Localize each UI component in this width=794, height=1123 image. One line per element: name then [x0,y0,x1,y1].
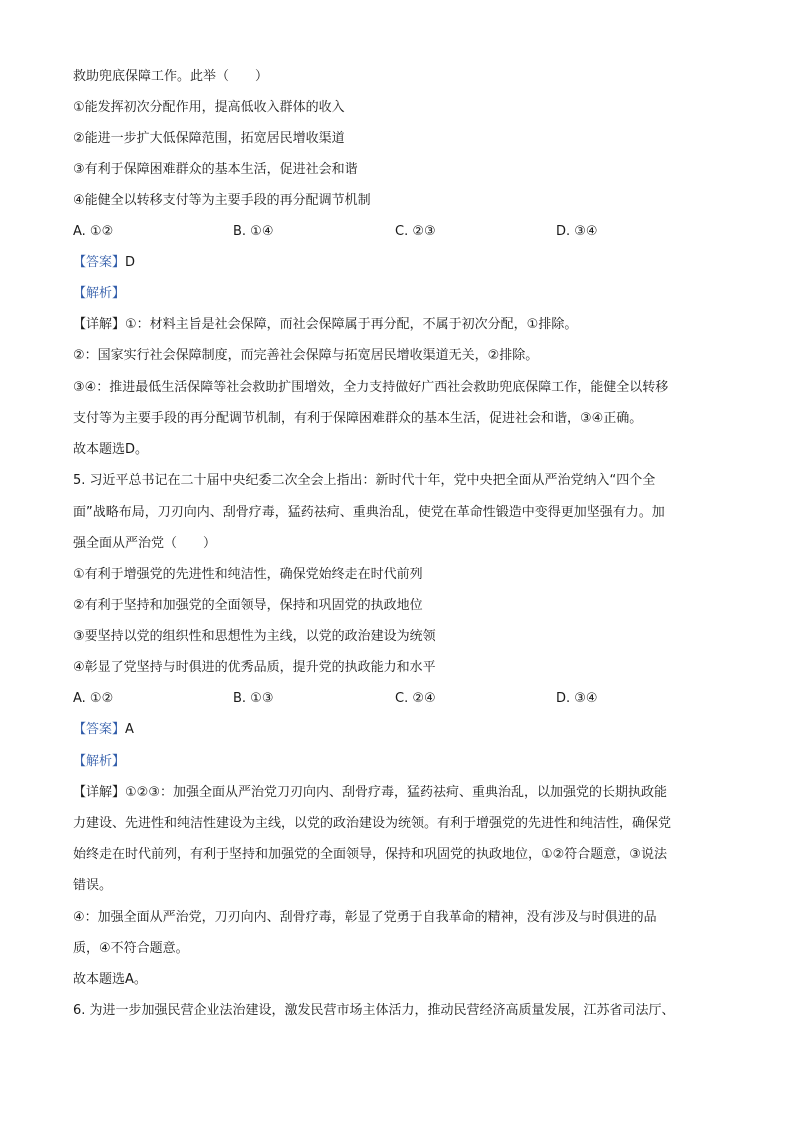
answer-value: A [125,722,134,737]
q5-detail-line-4: 错误。 [73,878,113,893]
q4-option-a: A. ①② [73,224,114,239]
answer-tag: 【答案】 [73,255,126,270]
q5-option-d: D. ③④ [556,691,598,706]
detail-tag: 【详解】 [73,317,126,332]
q4-detail-line-2: ②：国家实行社会保障制度，而完善社会保障与拓宽居民增收渠道无关，②排除。 [73,348,539,363]
q5-option-a: A. ①② [73,691,114,706]
q4-option-d: D. ③④ [556,224,598,239]
answer-value: D [125,255,136,270]
q5-detail-line-6: 质，④不符合题意。 [73,941,189,956]
detail-text: ①：材料主旨是社会保障，而社会保障属于再分配，不属于初次分配，①排除。 [125,317,578,332]
q5-item-2: ②有利于坚持和加强党的全面领导，保持和巩固党的执政地位 [73,598,423,613]
answer-tag: 【答案】 [73,722,126,737]
q5-detail-line-5: ④：加强全面从严治党，刀刃向内、刮骨疗毒，彰显了党勇于自我革命的精神，没有涉及与时俱进的品 [73,910,657,925]
q5-stem-line-1: 5. 习近平总书记在二十届中央纪委二次全会上指出：新时代十年，党中央把全面从严治党纳入“四个全 [73,473,656,488]
q5-stem-line-3: 强全面从严治党（ ） [73,536,217,551]
q4-item-2: ②能进一步扩大低保障范围，拓宽居民增收渠道 [73,131,345,146]
q5-detail-line-1 [73,784,667,802]
q4-item-3: ③有利于保障困难群众的基本生活，促进社会和谐 [73,162,358,177]
q5-option-c: C. ②④ [395,691,436,706]
q4-item-1: ①能发挥初次分配作用，提高低收入群体的收入 [73,100,345,115]
q6-stem-line-1: 6. 为进一步加强民营企业法治建设，激发民营市场主体活力，推动民营经济高质量发展，江苏省司法厅、 [73,1003,675,1018]
q4-answer [73,254,135,272]
q4-item-4: ④能健全以转移支付等为主要手段的再分配调节机制 [73,193,371,208]
q5-option-b: B. ①③ [233,691,274,706]
q5-detail-line-2: 力建设、先进性和纯洁性建设为主线，以党的政治建设为统领。有利于增强党的先进性和纯洁性，确保党 [73,816,672,831]
q5-stem-line-2: 面”战略布局，刀刃向内、刮骨疗毒，猛药祛疴、重典治乱，使党在革命性锻造中变得更加坚强有力。加 [73,505,665,520]
detail-tag: 【详解】 [73,785,126,800]
q5-item-1: ①有利于增强党的先进性和纯洁性，确保党始终走在时代前列 [73,567,423,582]
q5-item-3: ③要坚持以党的组织性和思想性为主线，以党的政治建设为统领 [73,629,436,644]
q4-option-b: B. ①④ [233,224,274,239]
q4-detail-line-4: 支付等为主要手段的再分配调节机制，有利于保障困难群众的基本生活，促进社会和谐，③④正确。 [73,411,643,426]
q5-answer [73,721,134,739]
q5-item-4: ④彰显了党坚持与时俱进的优秀品质，提升党的执政能力和水平 [73,660,436,675]
q4-analysis-tag: 【解析】 [73,286,126,301]
detail-text: ①②③：加强全面从严治党刀刃向内、刮骨疗毒，猛药祛疴、重典治乱，以加强党的长期执政能 [125,785,667,800]
q4-detail-line-3: ③④：推进最低生活保障等社会救助扩围增效，全力支持做好广西社会救助兜底保障工作，能健全以转移 [73,380,669,395]
q4-stem-tail: 救助兜底保障工作。此举（ ） [73,69,269,84]
q5-detail-line-3: 始终走在时代前列，有利于坚持和加强党的全面领导，保持和巩固党的执政地位，①②符合题意，③说法 [73,847,667,862]
q4-option-c: C. ②③ [395,224,436,239]
q4-detail-line-1 [73,316,577,334]
q5-conclusion: 故本题选A。 [73,972,147,987]
q4-conclusion: 故本题选D。 [73,442,149,457]
q5-analysis-tag: 【解析】 [73,754,126,769]
